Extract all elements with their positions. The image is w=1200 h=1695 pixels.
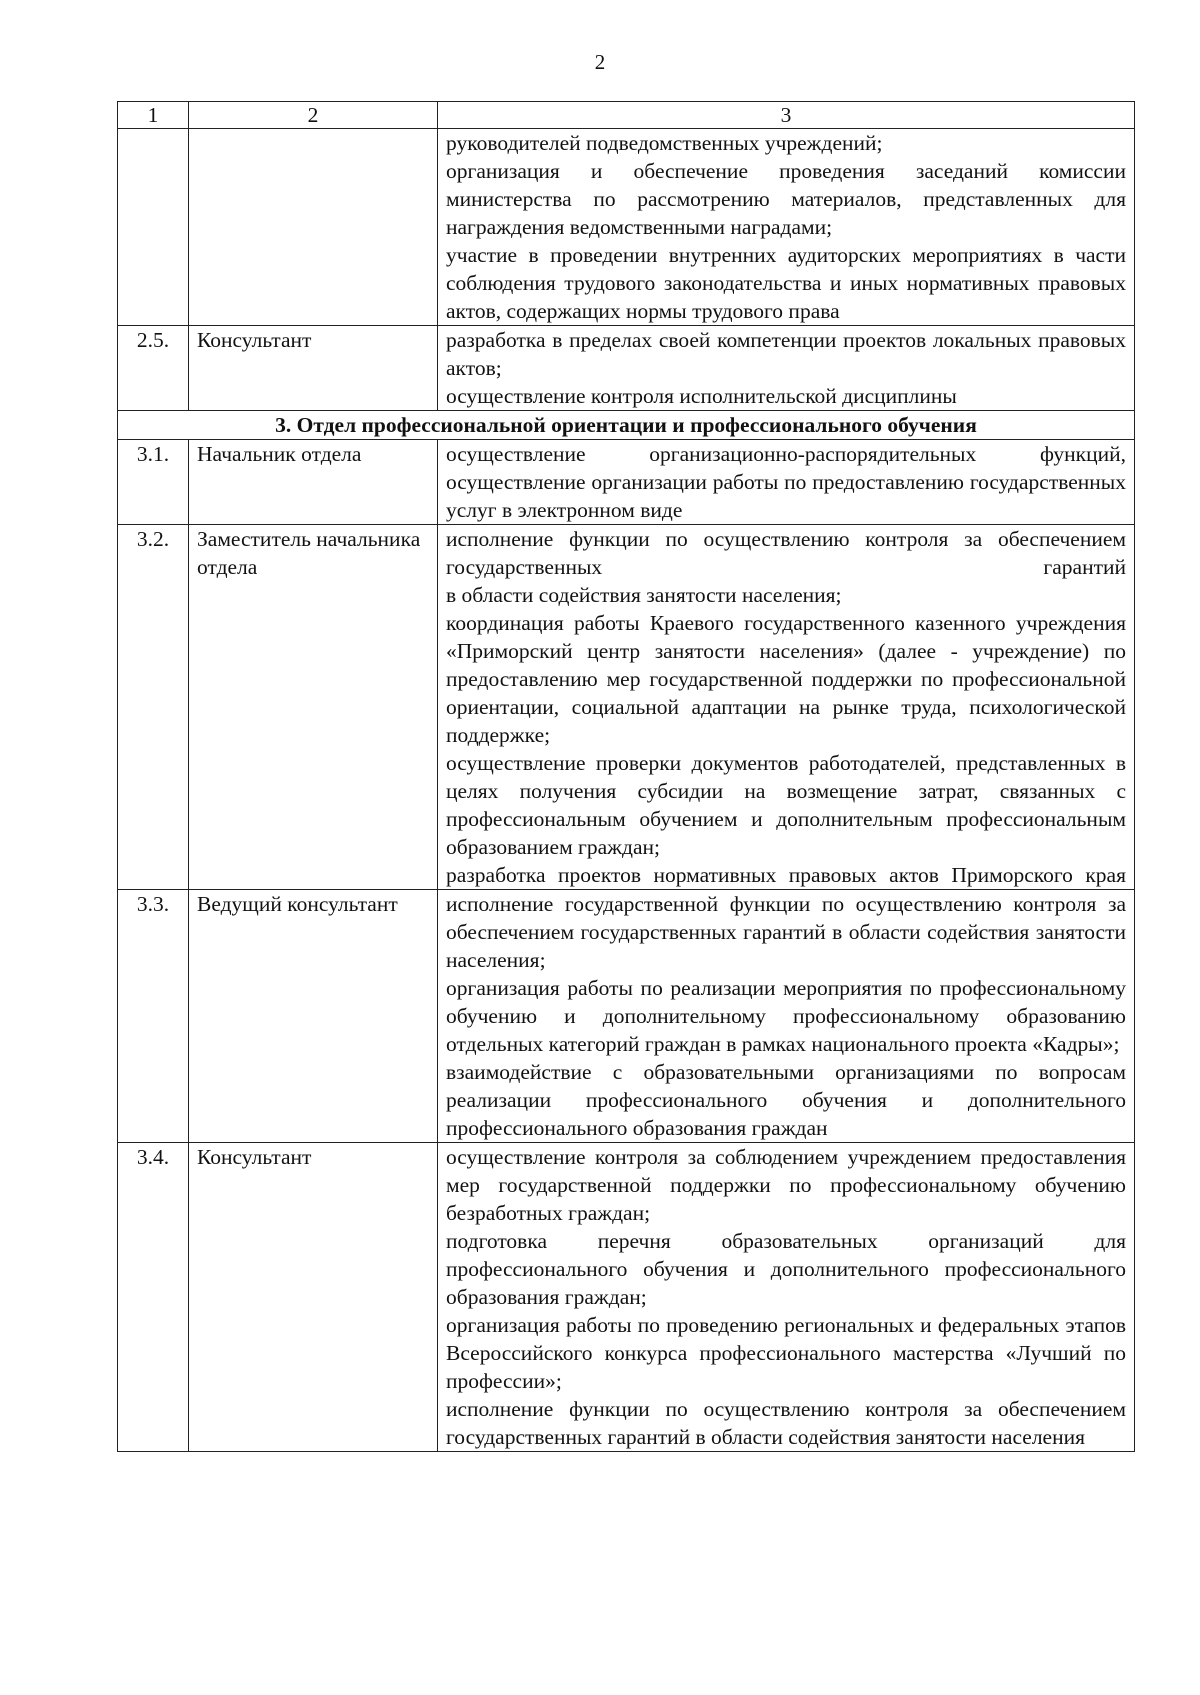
duty-item: участие в проведении внутренних аудиторских мероприятиях в части соблюдения трудового законодательства и иных нормативных правовых актов, содержащих нормы трудового права bbox=[446, 243, 1126, 323]
table-row-3-1 bbox=[118, 440, 1135, 525]
table-header-row bbox=[118, 102, 1135, 129]
header-col-2: 2 bbox=[189, 102, 438, 129]
duty-item: осуществление контроля за соблюдением учреждением предоставления мер государственной поддержки по профессиональному обучению безработных граждан; bbox=[446, 1145, 1126, 1225]
row-position: Консультант bbox=[189, 326, 438, 411]
row-position bbox=[189, 129, 438, 326]
table-row-continuation bbox=[118, 129, 1135, 326]
row-duties bbox=[438, 890, 1135, 1143]
duty-item: разработка в пределах своей компетенции проектов локальных правовых актов; bbox=[446, 328, 1126, 380]
row-number: 3.3. bbox=[118, 890, 189, 1143]
duty-item: осуществление организационно-распорядительных функций, осуществление организации работы по предоставлению государственных услуг в электронном виде bbox=[446, 442, 1126, 522]
duty-item: осуществление проверки документов работодателей, представленных в целях получения субсидии на возмещение затрат, связанных с профессиональным обучением и дополнительным профессиональным образованием граждан; bbox=[446, 751, 1126, 859]
table-row-3-3 bbox=[118, 890, 1135, 1143]
duty-item: исполнение функции по осуществлению контроля за обеспечением государственных гарантий в области содействия занятости населения bbox=[446, 1397, 1126, 1449]
row-position: Начальник отдела bbox=[189, 440, 438, 525]
header-col-1: 1 bbox=[118, 102, 189, 129]
duty-item: исполнение государственной функции по осуществлению контроля за обеспечением государственных гарантий в области содействия занятости населения; bbox=[446, 892, 1126, 972]
section-title: 3. Отдел профессиональной ориентации и профессионального обучения bbox=[118, 411, 1135, 440]
row-duties bbox=[438, 129, 1135, 326]
duty-item: координация работы Краевого государственного казенного учреждения «Приморский центр занятости населения» (далее - учреждение) по предоставлению мер государственной поддержки по профессиональной ориентации, социальной адаптации на рынке труда, психологической поддержке; bbox=[446, 611, 1126, 747]
section-header-row bbox=[118, 411, 1135, 440]
duty-item: осуществление контроля исполнительской дисциплины bbox=[446, 384, 957, 408]
row-number: 3.1. bbox=[118, 440, 189, 525]
duty-item: разработка проектов нормативных правовых актов Приморского края bbox=[446, 863, 1126, 887]
row-number: 2.5. bbox=[118, 326, 189, 411]
duty-item: исполнение функции по осуществлению контроля за обеспечением государственных гарантий bbox=[446, 527, 1126, 579]
duty-item: взаимодействие с образовательными организациями по вопросам реализации профессионального обучения и дополнительного профессионального образования граждан bbox=[446, 1060, 1126, 1140]
duty-item: в области содействия занятости населения; bbox=[446, 583, 842, 607]
page-number: 2 bbox=[594, 50, 606, 74]
duty-item: организация работы по реализации мероприятия по профессиональному обучению и дополнительному профессиональному образованию отдельных категорий граждан в рамках национального проекта «Кадры»; bbox=[446, 976, 1126, 1056]
row-number: 3.4. bbox=[118, 1143, 189, 1452]
duty-item: подготовка перечня образовательных организаций для профессионального обучения и дополнительного профессионального образования граждан; bbox=[446, 1229, 1126, 1309]
header-col-3: 3 bbox=[438, 102, 1135, 129]
duty-item: руководителей подведомственных учреждений; bbox=[446, 131, 883, 155]
row-duties bbox=[438, 1143, 1135, 1452]
row-duties bbox=[438, 525, 1135, 890]
row-position: Консультант bbox=[189, 1143, 438, 1452]
row-position: Ведущий консультант bbox=[189, 890, 438, 1143]
row-position: Заместитель начальника отдела bbox=[189, 525, 438, 890]
table-row-3-4 bbox=[118, 1143, 1135, 1452]
row-duties bbox=[438, 440, 1135, 525]
duty-item: организация работы по проведению региональных и федеральных этапов Всероссийского конкурса профессионального мастерства «Лучший по профессии»; bbox=[446, 1313, 1126, 1393]
duty-item: организация и обеспечение проведения заседаний комиссии министерства по рассмотрению материалов, представленных для награждения ведомственными наградами; bbox=[446, 159, 1126, 239]
row-number bbox=[118, 129, 189, 326]
table-row-2-5 bbox=[118, 326, 1135, 411]
row-number: 3.2. bbox=[118, 525, 189, 890]
row-duties bbox=[438, 326, 1135, 411]
duties-table bbox=[117, 101, 1135, 1452]
table-row-3-2 bbox=[118, 525, 1135, 890]
